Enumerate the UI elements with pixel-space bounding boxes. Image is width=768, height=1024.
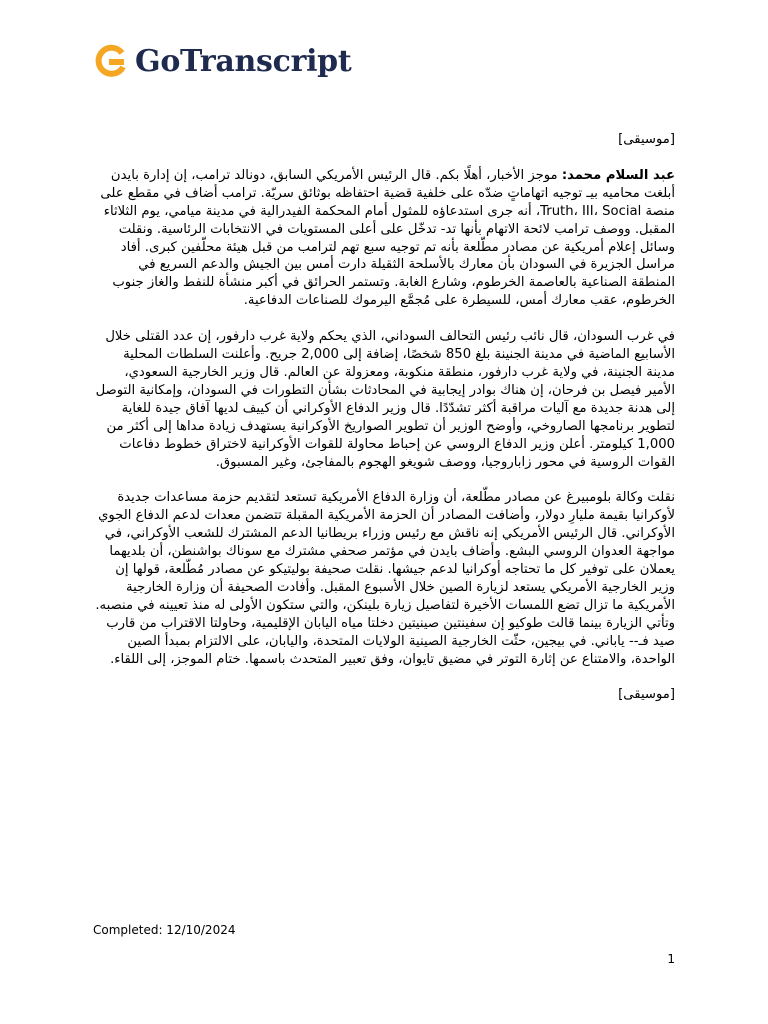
page-number: 1 — [667, 952, 675, 966]
gotranscript-g-icon — [93, 40, 127, 84]
music-tag-open: [موسيقى] — [618, 132, 675, 147]
music-tag-close: [موسيقى] — [618, 687, 675, 703]
transcript-paragraph-3: نقلت وكالة بلومبيرغ عن مصادر مطّلعة، أن وزارة الدفاع الأمريكية تستعد لتقديم حزمة مساعدات جديدة لأوكرانيا بقيمة مليارِ دولار، وأضافت المصادر أن الحزمة الأمريكية المقبلة تتضمن معدات لدعم الدفاع الجوي الأوكراني. قال الرئيس الأمريكي إنه ناقش مع رئيس وزراء بريطانيا الدعم المشترك للشعب الأوكراني، في مواجهة العدوان الروسي البشع. وأضاف بايدن في مؤتمر صحفي مشترك مع سوناك بواشنطن، أن بلديهما يعملان على توفير كل ما تحتاجه أوكرانيا لدعم جيشها. نقلت صحيفة بوليتيكو عن مصادر مُطّلعة، قولها إن وزير الخارجية الأمريكي يستعد لزيارة الصين خلال الأسبوع المقبل. وأفادت الصحيفة أن وزارة الخارجية الأمريكية ما تزال تضع اللمسات الأخيرة لتفاصيل زيارة بلينكن، والتي ستكون الأولى له منذ تعيينه في منصبه. وتأتي الزيارة بينما قالت طوكيو إن سفينتين صينيتين دخلتا مياه اليابان الإقليمية، وحاولتا الاقتراب من قارب صيد فـ-- ياباني. في بيجين، حثّت الخارجية الصينية الولايات المتحدة، واليابان، على الالتزام بمبدأ الصين الواحدة، والامتناع عن إثارة التوتر في مضيق تايوان، وفق تعبير المتحدث باسمها. ختام الموجز، إلى اللقاء. — [95, 490, 675, 667]
transcript-paragraph-2: في غرب السودان، قال نائب رئيس التحالف السوداني، الذي يحكم ولاية غرب دارفور، إن عدد القتلى خلال الأسابيع الماضية في مدينة الجنينة بلغ 850 شخصًا، إضافة إلى 2,000 جريح. وأعلنت السلطات المحلية مدينة الجنينة، في ولاية غرب دارفور، منطقة منكوبة، ومعزولة عن العالم. قال وزير الخارجية السعودي، الأمير فيصل بن فرحان، إن هناك بوادر إيجابية في المحادثات بشأن التطورات في السودان، وإمكانية التوصل إلى هدنة جديدة مع آليات مراقبة أكثر تشدّدًا. قال وزير الدفاع الأوكراني أن كييف لديها آفاق جيدة للغاية لتطوير برنامجها الصاروخي، وأوضح الوزير أن تطوير الصواريخ الأوكرانية يستهدف زيادة مداها إلى أكثر من 1,000 كيلومتر. أعلن وزير الدفاع الروسي عن إحباط محاولة للقوات الأوكرانية لاختراق خطوط دفاعات القوات الروسية في محور زاباروجيا، ووصف شويغو الهجوم بالمفاجئ، وغير المسبوق. — [95, 329, 675, 470]
gotranscript-logo — [93, 40, 351, 84]
speaker-label: عبد السلام محمد: — [561, 167, 675, 183]
paragraph-1-text: موجز الأخبار، أهلًا بكم. قال الرئيس الأمريكي السابق، دونالد ترامب، إن إدارة بايدن أبلغت محاميه بيـ توجيه اتهاماتٍ ضدّه على خلفية قضية احتفاظه بوثائق سريّة. ترامب أضاف في مقطع على منصة Truth، III، Social، أنه جرى استدعاؤه للمثول أمام المحكمة الفيدرالية في مدينة ميامي، يوم الثلاثاء المقبل. ووصف ترامب لائحة الاتهام بأنها تد- تدخّل على أعلى المستويات في الانتخابات الرئاسية. ونقلت وسائل إعلام أمريكية عن مصادر مطّلعة بأنه تم توجيه سبع تهم لترامب من قبل هيئة محلّفين كبرى. أفاد مراسل الجزيرة في السودان بأن معارك بالأسلحة الثقيلة دارت أمس بين الجيش والدعم السريع في المنطقة الصناعية بالعاصمة الخرطوم، وشارع الغابة. وتستمر الحرائق في أكبر منشأة للنفط والغاز جنوب الخرطوم، عقب معارك أمس، للسيطرة على مُجمَّع اليرموك للصناعات الدفاعية. — [100, 167, 675, 309]
logo-text: GoTranscript — [135, 44, 352, 79]
transcript-paragraph-1 — [93, 167, 675, 310]
transcript-body — [93, 131, 675, 722]
completed-date: Completed: 12/10/2024 — [93, 923, 236, 937]
